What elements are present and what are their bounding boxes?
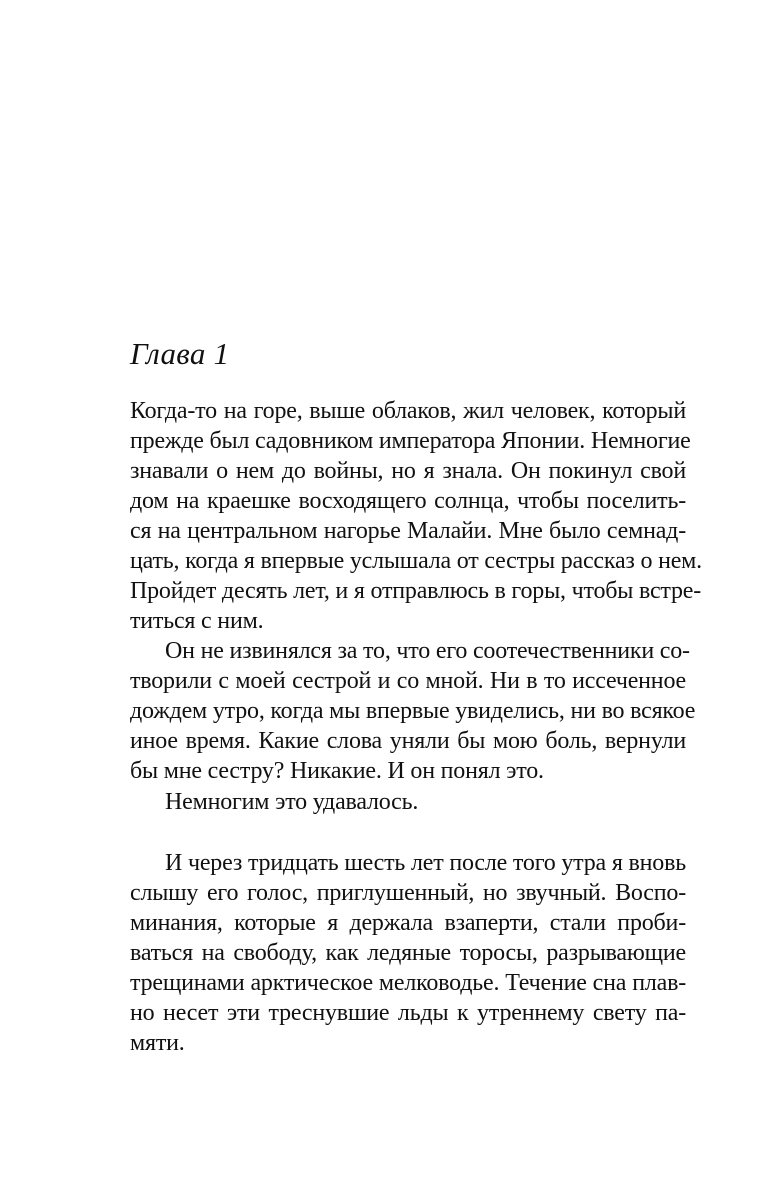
text-line: дом на краешке восходящего солнца, чтобы поселить- bbox=[130, 488, 686, 514]
text-line: минания, которые я держала взаперти, стали проби- bbox=[130, 910, 686, 936]
text-line: Когда-то на горе, выше облаков, жил человек, который bbox=[130, 398, 686, 424]
text-line: мяти. bbox=[130, 1030, 185, 1056]
text-line: цать, когда я впервые услышала от сестры рассказ о нем. bbox=[130, 548, 702, 574]
text-line: бы мне сестру? Никакие. И он понял это. bbox=[130, 758, 544, 784]
text-line: прежде был садовником императора Японии. Немногие bbox=[130, 428, 691, 454]
text-line: но несет эти треснувшие льды к утреннему свету па- bbox=[130, 1000, 686, 1026]
text-line: трещинами арктическое мелководье. Течение сна плав- bbox=[130, 970, 686, 996]
text-line: знавали о нем до войны, но я знала. Он покинул свой bbox=[130, 458, 686, 484]
text-line: Пройдет десять лет, и я отправлюсь в горы, чтобы встре- bbox=[130, 578, 702, 604]
text-line: ся на центральном нагорье Малайи. Мне было семнад- bbox=[130, 518, 686, 544]
text-line: титься с ним. bbox=[130, 608, 264, 634]
text-line: творили с моей сестрой и со мной. Ни в то иссеченное bbox=[130, 668, 686, 694]
text-line: слышу его голос, приглушенный, но звучный. Воспо- bbox=[130, 880, 686, 906]
text-line: Он не извинялся за то, что его соотечественники со- bbox=[165, 638, 690, 664]
text-line: дождем утро, когда мы впервые увиделись, ни во всякое bbox=[130, 698, 696, 724]
text-line: И через тридцать шесть лет после того утра я вновь bbox=[165, 850, 686, 876]
text-line: иное время. Какие слова уняли бы мою боль, вернули bbox=[130, 728, 686, 754]
text-line: ваться на свободу, как ледяные торосы, разрывающие bbox=[130, 940, 686, 966]
text-line: Немногим это удавалось. bbox=[165, 789, 419, 815]
chapter-title: Глава 1 bbox=[130, 336, 230, 371]
